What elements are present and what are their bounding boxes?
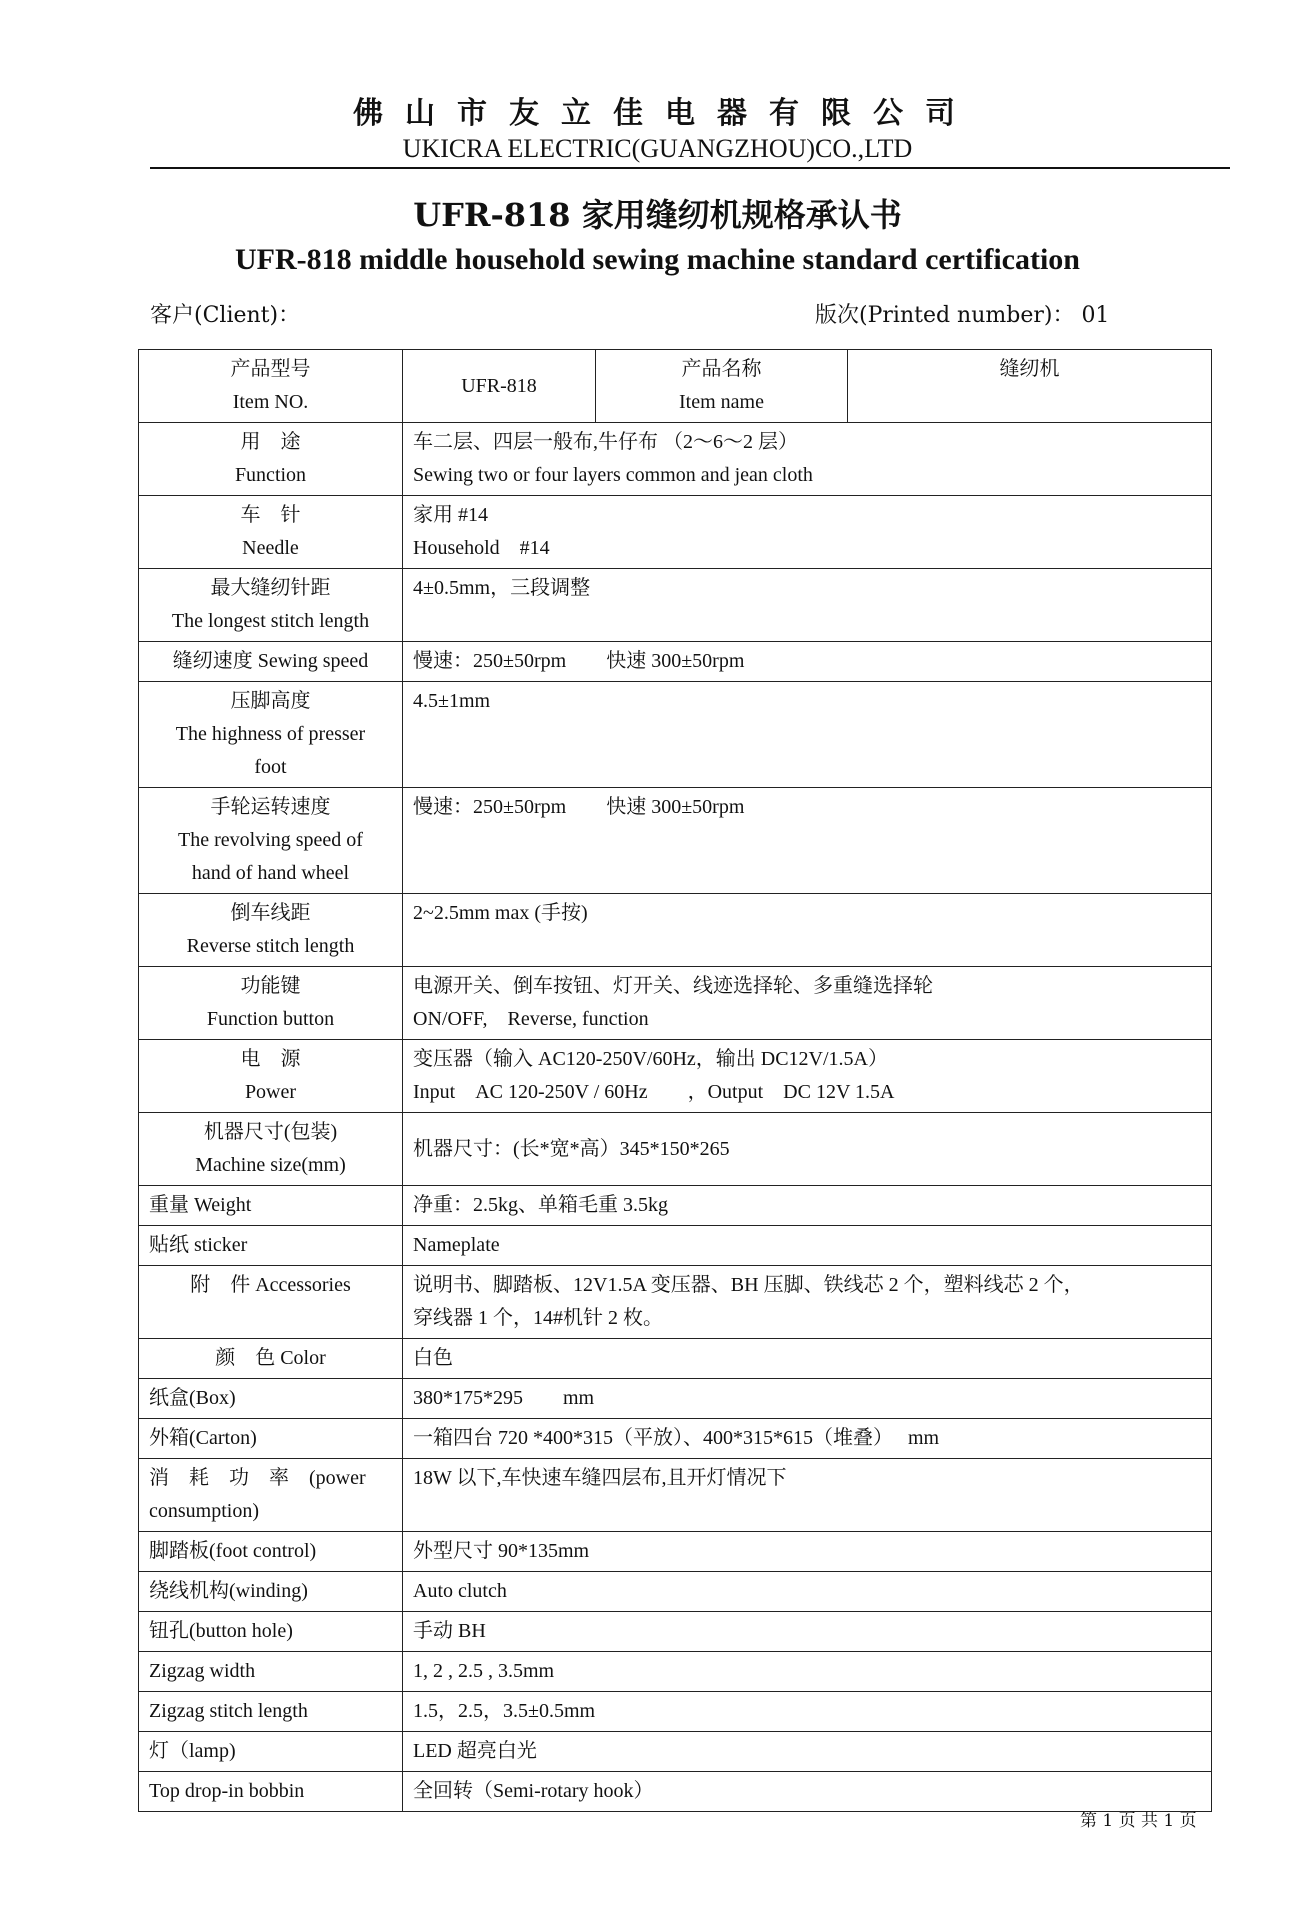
row-label-line: 灯（lamp) — [149, 1740, 236, 1762]
table-row — [139, 1379, 1212, 1419]
row-label-line: Zigzag stitch length — [149, 1700, 308, 1722]
row-label — [139, 1339, 403, 1379]
row-value-line: 白色 — [413, 1347, 453, 1369]
row-label — [139, 1186, 403, 1226]
row-value-line: 说明书、脚踏板、12V1.5A 变压器、BH 压脚、铁线芯 2 个，塑料线芯 2 个， — [413, 1274, 1084, 1296]
row-label — [139, 423, 403, 496]
row-value — [403, 1692, 1212, 1732]
document-title-en: UFR-818 middle household sewing machine standard certification — [234, 243, 1080, 276]
row-label — [139, 894, 403, 967]
row-value — [403, 1266, 1212, 1339]
table-row-item — [139, 350, 1212, 423]
row-label-line: 绕线机构(winding) — [149, 1580, 308, 1602]
row-label-line: Power — [244, 1081, 297, 1103]
row-label-line: 脚踏板(foot control) — [149, 1540, 317, 1562]
row-label-line: 附 件 Accessories — [190, 1274, 351, 1296]
row-label — [139, 1652, 403, 1692]
row-label-line: 钮孔(button hole) — [149, 1620, 293, 1642]
row-label — [139, 1266, 403, 1339]
row-value-line: 全回转（Semi-rotary hook） — [413, 1780, 654, 1802]
row-value — [403, 967, 1212, 1040]
row-value-line: 2~2.5mm max (手按) — [413, 902, 588, 924]
row-value-line: 电源开关、倒车按钮、灯开关、线迹选择轮、多重缝选择轮 — [413, 975, 933, 997]
row-value-line: LED 超亮白光 — [413, 1740, 537, 1762]
row-value-line: 4±0.5mm，三段调整 — [413, 577, 591, 599]
row-value-line: 4.5±1mm — [413, 690, 491, 712]
table-row — [139, 682, 1212, 788]
row-value — [403, 423, 1212, 496]
table-row — [139, 1652, 1212, 1692]
row-label-line: 贴纸 sticker — [149, 1234, 248, 1256]
row-label-line: Reverse stitch length — [186, 935, 355, 957]
row-label — [139, 1419, 403, 1459]
row-value — [403, 642, 1212, 682]
header-rule — [150, 167, 1230, 169]
row-label — [139, 682, 403, 788]
row-label — [139, 1572, 403, 1612]
row-label — [139, 1113, 403, 1186]
printed-number: 版次(Printed number)： 01 — [815, 303, 1110, 328]
row-value-line: Auto clutch — [413, 1580, 507, 1602]
row-label — [139, 496, 403, 569]
row-label-line: consumption) — [149, 1500, 259, 1522]
item-no-value: UFR-818 — [403, 350, 596, 423]
row-value — [403, 1226, 1212, 1266]
item-no-label-en: Item NO. — [232, 391, 309, 413]
row-value-line: 车二层、四层一般布,牛仔布 （2～6～2 层） — [413, 431, 798, 453]
row-label-line: 压脚高度 — [230, 690, 311, 712]
row-value — [403, 569, 1212, 642]
row-value-line: 变压器（输入 AC120-250V/60Hz，输出 DC12V/1.5A） — [413, 1048, 888, 1070]
row-value — [403, 1113, 1212, 1186]
row-label-line: Needle — [242, 537, 299, 559]
item-no-label — [139, 350, 403, 423]
row-label-line: 电 源 — [240, 1048, 301, 1070]
row-label-line: 重量 Weight — [149, 1194, 252, 1216]
document-title-cn: UFR-818 家用缝纫机规格承认书 — [413, 196, 902, 234]
row-value-line: 一箱四台 720 *400*315（平放）、400*315*615（堆叠） mm — [413, 1427, 940, 1449]
row-value — [403, 682, 1212, 788]
table-row — [139, 1532, 1212, 1572]
row-label-line: 颜 色 Color — [215, 1347, 326, 1369]
row-label-line: 手轮运转速度 — [210, 796, 331, 818]
row-value-line: 外型尺寸 90*135mm — [413, 1540, 590, 1562]
table-row — [139, 569, 1212, 642]
table-row — [139, 1572, 1212, 1612]
row-value — [403, 1339, 1212, 1379]
company-name-cn: 佛山市友立佳电器有限公司 — [353, 96, 977, 131]
row-label — [139, 967, 403, 1040]
table-row — [139, 1732, 1212, 1772]
table-row — [139, 1113, 1212, 1186]
row-label — [139, 642, 403, 682]
item-name-label — [596, 350, 848, 423]
row-label-line: Function — [234, 464, 307, 486]
row-value-line: 1.5，2.5，3.5±0.5mm — [413, 1700, 596, 1722]
row-label — [139, 1772, 403, 1812]
table-row — [139, 1772, 1212, 1812]
row-value-line: 净重：2.5kg、单箱毛重 3.5kg — [413, 1194, 668, 1216]
row-value-line: 慢速：250±50rpm 快速 300±50rpm — [413, 650, 745, 672]
row-label-line: The highness of presser — [175, 723, 366, 745]
row-value — [403, 1652, 1212, 1692]
table-row — [139, 642, 1212, 682]
table-row — [139, 1186, 1212, 1226]
row-label-line: 纸盒(Box) — [149, 1387, 236, 1409]
row-label-line: Top drop-in bobbin — [149, 1780, 305, 1802]
table-row — [139, 1459, 1212, 1532]
row-value-line: Input AC 120-250V / 60Hz ，Output DC 12V 1.5A — [413, 1081, 895, 1103]
row-label-line: Machine size(mm) — [195, 1154, 346, 1176]
row-label-line: Zigzag width — [149, 1660, 256, 1682]
item-name-label-en: Item name — [679, 391, 764, 413]
item-name-value: 缝纫机 — [848, 350, 1212, 423]
row-value-line: 1, 2 , 2.5 , 3.5mm — [413, 1660, 555, 1682]
row-label — [139, 1612, 403, 1652]
table-row — [139, 1339, 1212, 1379]
row-label-line: Function button — [206, 1008, 335, 1030]
table-row — [139, 1266, 1212, 1339]
row-label-line: The longest stitch length — [171, 610, 370, 632]
row-value-line: 手动 BH — [413, 1620, 486, 1642]
table-row — [139, 788, 1212, 894]
row-label-line: 倒车线距 — [230, 902, 311, 924]
row-label — [139, 1226, 403, 1266]
row-value — [403, 1532, 1212, 1572]
row-value-line: 机器尺寸：(长*宽*高）345*150*265 — [413, 1137, 730, 1160]
row-label-line: hand of hand wheel — [191, 862, 350, 884]
table-row — [139, 1612, 1212, 1652]
page-footer: 第 1 页 共 1 页 — [1080, 1811, 1197, 1831]
row-label — [139, 1459, 403, 1532]
row-value-line: 穿线器 1 个，14#机针 2 枚。 — [413, 1307, 663, 1329]
table-row — [139, 496, 1212, 569]
row-value — [403, 1612, 1212, 1652]
table-row — [139, 1226, 1212, 1266]
row-label-line: 车 针 — [240, 504, 301, 526]
row-value-line: Nameplate — [413, 1234, 500, 1256]
table-row — [139, 967, 1212, 1040]
row-label — [139, 788, 403, 894]
row-value — [403, 1572, 1212, 1612]
row-label-line: 消 耗 功 率 (power — [149, 1467, 366, 1489]
row-value — [403, 1732, 1212, 1772]
item-no-label-cn: 产品型号 — [230, 358, 311, 380]
row-label-line: 用 途 — [240, 431, 301, 453]
row-value — [403, 1186, 1212, 1226]
row-value-line: Household #14 — [413, 537, 550, 559]
row-label-line: 缝纫速度 Sewing speed — [172, 650, 369, 672]
row-value-line: 家用 #14 — [413, 504, 488, 526]
table-row — [139, 1419, 1212, 1459]
row-value-line: Sewing two or four layers common and jean cloth — [413, 464, 813, 486]
client-label: 客户(Client)： — [150, 303, 301, 328]
row-label-line: 机器尺寸(包装) — [203, 1121, 338, 1143]
table-row — [139, 894, 1212, 967]
item-name-label-cn: 产品名称 — [681, 358, 762, 380]
row-value-line: 慢速：250±50rpm 快速 300±50rpm — [413, 796, 745, 818]
row-value — [403, 1379, 1212, 1419]
row-value — [403, 1459, 1212, 1532]
row-value — [403, 894, 1212, 967]
spec-table — [138, 349, 1212, 1812]
row-label-line: 功能键 — [240, 975, 301, 997]
row-value — [403, 1419, 1212, 1459]
row-value-line: 18W 以下,车快速车缝四层布,且开灯情况下 — [413, 1467, 787, 1489]
table-row — [139, 1040, 1212, 1113]
table-row — [139, 423, 1212, 496]
row-label — [139, 1732, 403, 1772]
row-label — [139, 1040, 403, 1113]
row-value-line: ON/OFF, Reverse, function — [413, 1008, 649, 1030]
row-label-line: 外箱(Carton) — [149, 1427, 257, 1449]
row-label — [139, 569, 403, 642]
row-value — [403, 1040, 1212, 1113]
row-label — [139, 1379, 403, 1419]
row-value-line: 380*175*295 mm — [413, 1387, 595, 1409]
row-label-line: 最大缝纫针距 — [210, 577, 331, 599]
row-value — [403, 496, 1212, 569]
row-label-line: The revolving speed of — [178, 829, 363, 851]
table-row — [139, 1692, 1212, 1732]
row-value — [403, 788, 1212, 894]
row-label — [139, 1692, 403, 1732]
company-name-en: UKICRA ELECTRIC(GUANGZHOU)CO.,LTD — [402, 134, 913, 163]
row-label-line: foot — [254, 756, 287, 778]
row-label — [139, 1532, 403, 1572]
